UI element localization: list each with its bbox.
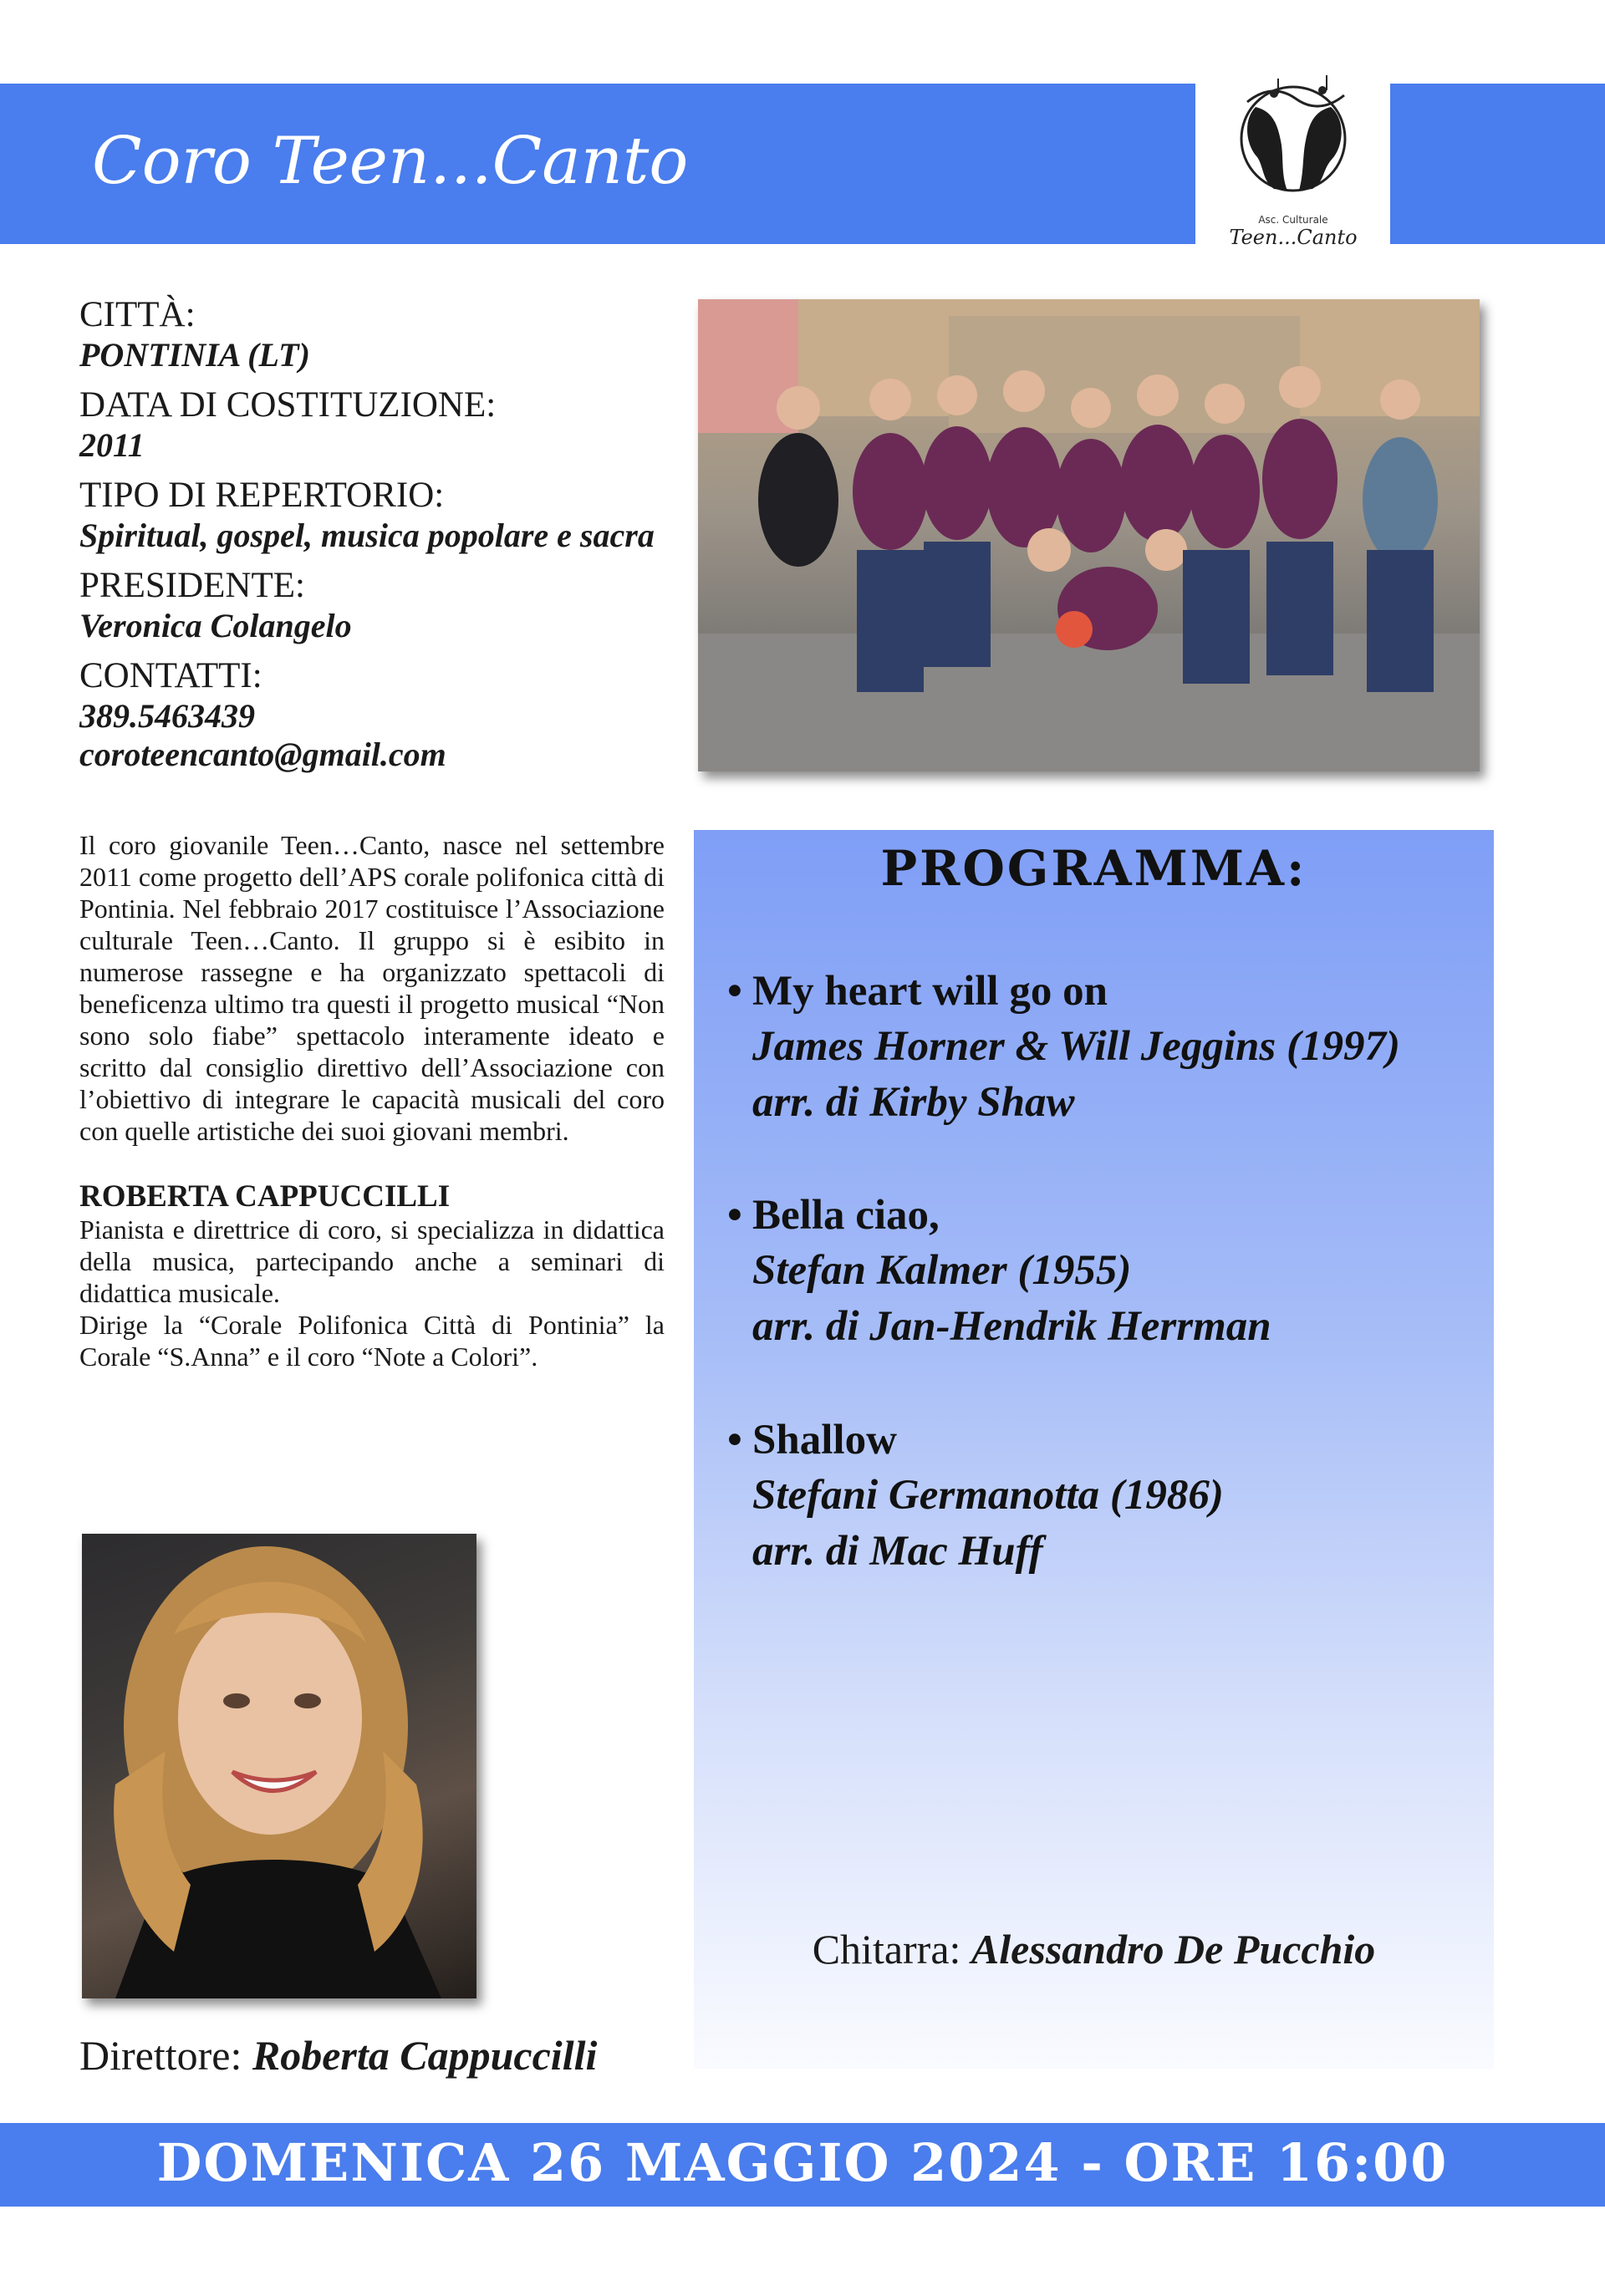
director-label: Direttore: bbox=[79, 2032, 242, 2079]
director-bio-heading: ROBERTA CAPPUCCILLI bbox=[79, 1179, 451, 1214]
program-panel bbox=[694, 830, 1494, 2069]
director-credit bbox=[79, 2031, 597, 2080]
choir-description: Il coro giovanile Teen…Canto, nasce nel settembre 2011 come progetto dell’APS corale polifonica città di Pontinia. Nel febbraio 2017 costituisce l’Associazione culturale Teen…Canto. Il gruppo si è esibito in numerose rassegne e ha organizzato spettacoli di beneficenza ultimo tra questi il progetto musical “Non sono solo fiabe” spettacolo interamente ideato e scritto dal consiglio direttivo dell’Associazione con l’obiettivo di integrare le capacità musicali del coro con quelle artistiche dei suoi giovani membri. bbox=[79, 830, 665, 1146]
guitar-label: Chitarra: bbox=[812, 1926, 961, 1973]
director-bio-text-1: Pianista e direttrice di coro, si specializza in didattica della musica, partecipando anche a seminari di didattica musicale. bbox=[79, 1214, 665, 1308]
president-value: Veronica Colangelo bbox=[79, 607, 352, 644]
email-value: coroteencanto@gmail.com bbox=[79, 736, 446, 773]
director-portrait-photo bbox=[82, 1534, 476, 1998]
singer-silhouettes-icon bbox=[1197, 74, 1389, 216]
piece-composer: Stefan Kalmer (1955) bbox=[752, 1247, 1132, 1294]
repertoire-label: TIPO DI REPERTORIO: bbox=[79, 476, 445, 515]
director-portrait-illustration bbox=[82, 1534, 476, 1998]
choir-group-photo bbox=[698, 299, 1480, 771]
piece-composer: Stefani Germanotta (1986) bbox=[752, 1472, 1224, 1519]
piece-title: My heart will go on bbox=[752, 968, 1108, 1015]
contacts-label: CONTATTI: bbox=[79, 656, 262, 695]
bullet-icon: • bbox=[727, 968, 742, 1015]
phone-value: 389.5463439 bbox=[79, 697, 255, 735]
repertoire-value: Spiritual, gospel, musica popolare e sacra bbox=[79, 517, 655, 554]
program-title: PROGRAMMA: bbox=[880, 840, 1307, 897]
choir-info bbox=[79, 294, 698, 774]
program-item-1 bbox=[727, 964, 1480, 1131]
piece-arranger: arr. di Kirby Shaw bbox=[752, 1079, 1075, 1126]
piece-title: Bella ciao, bbox=[752, 1192, 940, 1239]
program-item-2 bbox=[727, 1188, 1480, 1355]
founded-label: DATA DI COSTITUZIONE: bbox=[79, 385, 497, 425]
choir-biography bbox=[79, 829, 665, 1372]
guitar-credit bbox=[694, 1925, 1494, 1973]
piece-composer: James Horner & Will Jeggins (1997) bbox=[752, 1023, 1400, 1070]
founded-value: 2011 bbox=[79, 426, 145, 464]
president-label: PRESIDENTE: bbox=[79, 566, 305, 605]
guitar-name: Alessandro De Pucchio bbox=[971, 1926, 1376, 1973]
piece-arranger: arr. di Mac Huff bbox=[752, 1528, 1043, 1575]
association-logo bbox=[1197, 74, 1389, 253]
logo-wordmark: Teen...Canto bbox=[1229, 226, 1358, 249]
bullet-icon: • bbox=[727, 1192, 742, 1239]
logo-caption: Asc. Culturale bbox=[1258, 214, 1328, 226]
header-band-right bbox=[1390, 84, 1605, 244]
director-name: Roberta Cappuccilli bbox=[252, 2032, 598, 2079]
program-item-3 bbox=[727, 1413, 1480, 1580]
event-date-time: DOMENICA 26 MAGGIO 2024 - ORE 16:00 bbox=[156, 2132, 1449, 2193]
choir-title: Coro Teen...Canto bbox=[92, 124, 689, 199]
city-value: PONTINIA (LT) bbox=[79, 336, 310, 374]
piece-title: Shallow bbox=[752, 1417, 897, 1464]
director-bio-text-2: Dirige la “Corale Polifonica Città di Pontinia” la Corale “S.Anna” e il coro “Note a Colori”. bbox=[79, 1310, 665, 1372]
piece-arranger: arr. di Jan-Hendrik Herrman bbox=[752, 1303, 1271, 1350]
city-label: CITTÀ: bbox=[79, 295, 196, 334]
bullet-icon: • bbox=[727, 1417, 742, 1464]
choir-group-photo-illustration bbox=[698, 299, 1480, 771]
